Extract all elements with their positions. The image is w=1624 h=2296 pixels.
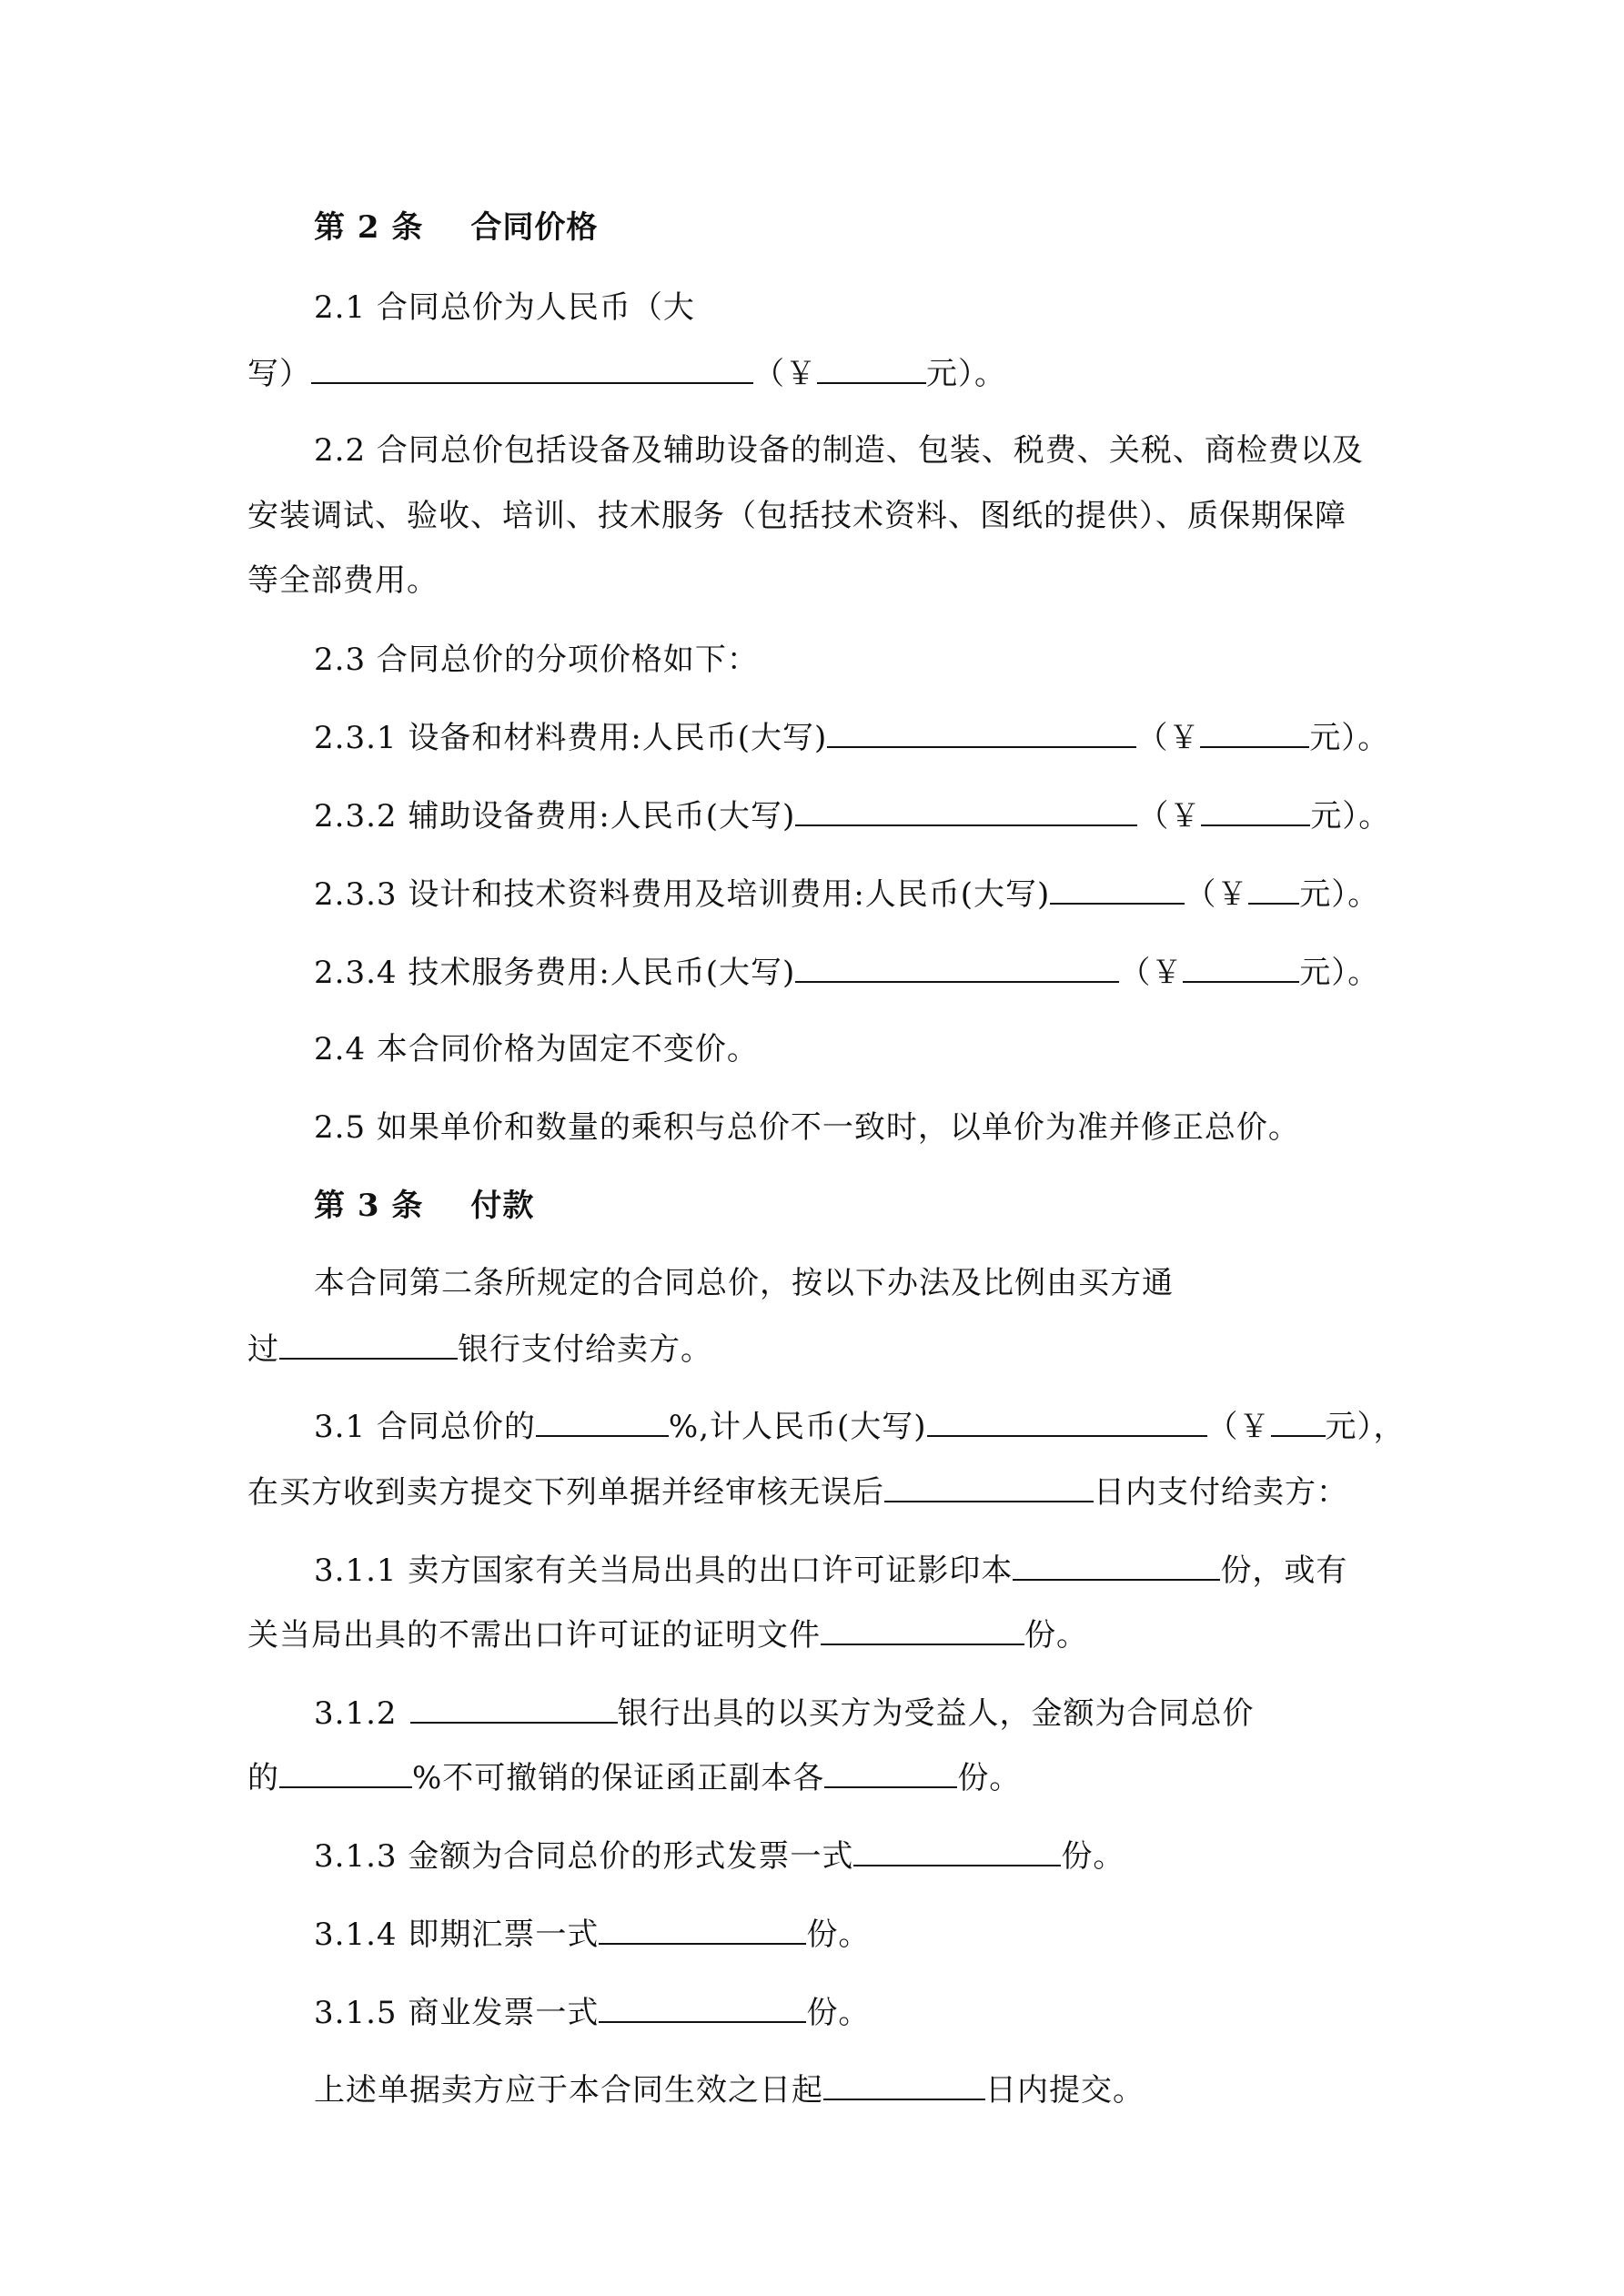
clause-2-5: 2.5 如果单价和数量的乘积与总价不一致时，以单价为准并修正总价。: [314, 1109, 1300, 1146]
export-license-copies-blank[interactable]: [1013, 1552, 1220, 1581]
article-3-intro-line1: 本合同第二条所规定的合同总价，按以下办法及比例由买方通: [314, 1265, 1174, 1301]
clause-3-1-1-line2: 关当局出具的不需出口许可证的证明文件 份。: [247, 1617, 1088, 1654]
article-2-heading: 第 2 条 合同价格: [314, 209, 599, 246]
clause-2-1-line2: 写） （￥ 元）。: [247, 356, 1006, 392]
equipment-cost-words-blank[interactable]: [827, 719, 1136, 748]
guarantee-percent-blank[interactable]: [279, 1759, 412, 1788]
article-3-closing: 上述单据卖方应于本合同生效之日起 日内提交。: [314, 2072, 1145, 2109]
clause-3-1-3: 3.1.3 金额为合同总价的形式发票一式 份。: [314, 1838, 1125, 1875]
clause-2-3-3: 2.3.3 设计和技术资料费用及培训费用:人民币(大写) （￥ 元）。: [314, 876, 1380, 913]
clause-2-4: 2.4 本合同价格为固定不变价。: [314, 1031, 759, 1067]
payment-percent-blank[interactable]: [536, 1408, 669, 1437]
article-3-intro-line2: 过 银行支付给卖方。: [247, 1331, 712, 1368]
equipment-cost-amount-blank[interactable]: [1200, 719, 1309, 748]
tech-service-cost-amount-blank[interactable]: [1183, 954, 1299, 983]
no-license-proof-copies-blank[interactable]: [821, 1616, 1024, 1645]
payment-days-blank[interactable]: [884, 1473, 1094, 1502]
clause-3-1-4: 3.1.4 即期汇票一式 份。: [314, 1917, 871, 1953]
clause-2-3-1: 2.3.1 设备和材料费用:人民币(大写) （￥ 元）。: [314, 720, 1390, 756]
clause-3-1-1-line1: 3.1.1 卖方国家有关当局出具的出口许可证影印本 份，或有: [314, 1553, 1348, 1589]
clause-2-2-line2: 安装调试、验收、培训、技术服务（包括技术资料、图纸的提供）、质保期保障: [247, 498, 1347, 534]
design-training-cost-amount-blank[interactable]: [1248, 875, 1299, 905]
aux-equipment-cost-words-blank[interactable]: [795, 797, 1137, 826]
clause-2-3-2: 2.3.2 辅助设备费用:人民币(大写) （￥ 元）。: [314, 798, 1391, 834]
clause-3-1-line2: 在买方收到卖方提交下列单据并经审核无误后 日内支付给卖方：: [247, 1474, 1348, 1511]
proforma-invoice-copies-blank[interactable]: [853, 1837, 1061, 1866]
article-3-heading: 第 3 条 付款: [314, 1188, 535, 1224]
clause-2-2-line3: 等全部费用。: [247, 562, 439, 599]
clause-2-3: 2.3 合同总价的分项价格如下：: [314, 642, 759, 678]
payment-amount-blank[interactable]: [1271, 1408, 1326, 1437]
clause-2-2-line1: 2.2 合同总价包括设备及辅助设备的制造、包装、税费、关税、商检费以及: [314, 432, 1364, 469]
clause-2-3-4: 2.3.4 技术服务费用:人民币(大写) （￥ 元）。: [314, 955, 1380, 991]
payment-words-blank[interactable]: [927, 1408, 1207, 1437]
total-price-amount-blank[interactable]: [817, 355, 926, 384]
clause-3-1-line1: 3.1 合同总价的 %,计人民币(大写) （￥ 元），: [314, 1409, 1406, 1445]
submission-days-blank[interactable]: [823, 2071, 985, 2100]
guarantee-copies-blank[interactable]: [824, 1759, 957, 1788]
aux-equipment-cost-amount-blank[interactable]: [1201, 797, 1310, 826]
guarantee-bank-blank[interactable]: [410, 1694, 618, 1724]
total-price-words-blank[interactable]: [311, 355, 753, 384]
payment-bank-blank[interactable]: [279, 1330, 458, 1360]
design-training-cost-words-blank[interactable]: [1050, 875, 1185, 905]
tech-service-cost-words-blank[interactable]: [795, 954, 1119, 983]
sight-draft-copies-blank[interactable]: [599, 1916, 806, 1945]
commercial-invoice-copies-blank[interactable]: [599, 1994, 806, 2023]
clause-3-1-2-line2: 的 %不可撤销的保证函正副本各 份。: [247, 1760, 1022, 1796]
clause-3-1-2-line1: 3.1.2 银行出具的以买方为受益人，金额为合同总价: [314, 1695, 1255, 1732]
clause-2-1-line1: 2.1 合同总价为人民币（大: [314, 289, 695, 326]
clause-3-1-5: 3.1.5 商业发票一式 份。: [314, 1995, 871, 2031]
